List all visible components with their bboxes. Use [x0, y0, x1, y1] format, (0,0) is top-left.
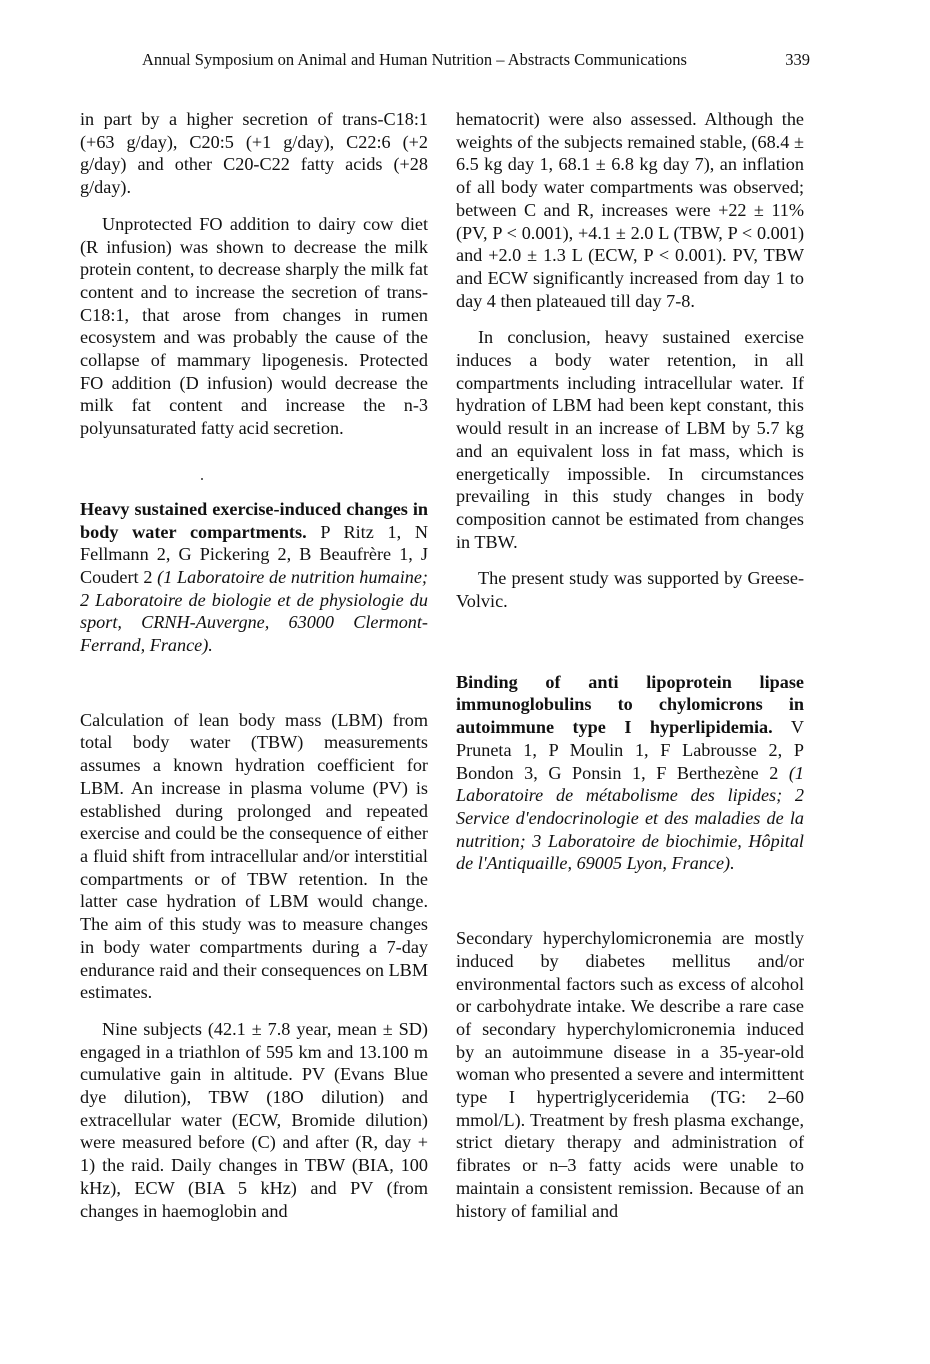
paragraph: Secondary hyperchylomicronemia are mostly induced by diabetes mellitus and/or environmental factors such as excess of alcohol or carbohydrate intake. We describe a rare case of secondary hyperchylomicronemia induced by an autoimmune disease in a 35-year-old woman who presented a severe and intermittent type I hypertriglyceridemia (TG: 2–60 mmol/L). Treatment by fresh plasma exchange, strict dietary therapy and administration of fibrates or n–3 fatty acids were unable to maintain a consistent remission. Because of an history of familial and	[456, 928, 804, 1221]
paragraph: Nine subjects (42.1 ± 7.8 year, mean ± SD) engaged in a triathlon of 595 km and 13.100 m cumulative gain in altitude. PV (Evans Blue dye dilution), TBW (18O dilution) and extracellular water (ECW, Bromide dilution) were measured before (C) and after (R, day + 1) the raid. Daily changes in TBW (BIA, 100 kHz), ECW (BIA 5 kHz) and PV (from changes in haemoglobin and	[80, 1018, 428, 1221]
running-title: Annual Symposium on Animal and Human Nutrition – Abstracts Communications	[142, 50, 687, 69]
abstract-title: Heavy sustained exercise-induced changes in body water compartments.	[80, 498, 428, 542]
abstract-affiliation: (1 Laboratoire de nutrition humaine; 2 Laboratoire de biologie et de physiologie du sport, CRNH-Auvergne, 63000 Clermont-Ferrand, France).	[80, 566, 428, 656]
abstract-heading	[80, 498, 428, 657]
abstract-authors: V Pruneta 1, P Moulin 1, F Labrousse 2, P Bondon 3, G Ponsin 1, F Berthezène 2	[456, 717, 804, 783]
paragraph: Unprotected FO addition to dairy cow diet (R infusion) was shown to decrease the milk protein content, to decrease sharply the milk fat content and to increase the secretion of trans-C18:1, that arose from changes in rumen ecosystem and was probably the cause of the collapse of mammary lipogenesis. Protected FO addition (D infusion) would decrease the milk fat content and increase the n-3 polyunsaturated fatty acid secretion.	[80, 213, 428, 439]
paragraph: In conclusion, heavy sustained exercise induces a body water retention, in all compartments including intracellular water. If hydration of LBM had been kept constant, this would result in an increase of LBM by 5.7 kg and an equivalent loss in fat mass, which is energetically impossible. In circumstances prevailing in this study changes in body composition cannot be estimated from changes in TBW.	[456, 327, 804, 552]
stray-mark	[201, 478, 203, 480]
page-number: 339	[785, 50, 810, 69]
abstract-title: Binding of anti lipoprotein lipase immunoglobulins to chylomicrons in autoimmune type I hyperlipidemia.	[456, 671, 804, 738]
abstract-heading	[456, 671, 804, 875]
left-column	[80, 108, 428, 1236]
abstract-affiliation: (1 Laboratoire de métabolisme des lipides; 2 Service d'endocrinologie et des maladies de la nutrition; 3 Laboratoire de biochimie, Hôpital de l'Antiquaille, 69005 Lyon, France).	[456, 762, 805, 874]
paragraph: in part by a higher secretion of trans-C18:1 (+63 g/day), C20:5 (+1 g/day), C22:6 (+2 g/day) and other C20-C22 fatty acids (+28 g/day).	[80, 109, 428, 198]
paragraph: hematocrit) were also assessed. Although the weights of the subjects remained stable, (68.4 ± 6.5 kg day 1, 68.1 ± 6.8 kg day 7), an inflation of all body water compartments was observed; between C and R, increases were +22 ± 11% (PV, P < 0.001), +4.1 ± 2.0 L (TBW, P < 0.001) and +2.0 ± 1.3 L (ECW, P < 0.001). PV, TBW and ECW significantly increased from day 1 to day 4 then plateaued till day 7-8.	[456, 109, 804, 311]
paragraph: The present study was supported by Greese-Volvic.	[456, 568, 804, 612]
right-column	[456, 108, 804, 1236]
paragraph: Calculation of lean body mass (LBM) from total body water (TBW) measurements assumes a known hydration coefficient for LBM. An increase in plasma volume (PV) is established during prolonged and repeated exercise and could be the consequence of either a fluid shift from intracellular and/or interstitial compartments or of TBW retention. In the latter case hydration of LBM would change. The aim of this study was to measure changes in body water compartments during a 7-day endurance raid and their consequences on LBM estimates.	[80, 709, 428, 1003]
abstract-authors: P Ritz 1, N Fellmann 2, G Pickering 2, B Beaufrère 1, J Coudert 2	[80, 521, 429, 587]
page-header	[80, 50, 810, 74]
